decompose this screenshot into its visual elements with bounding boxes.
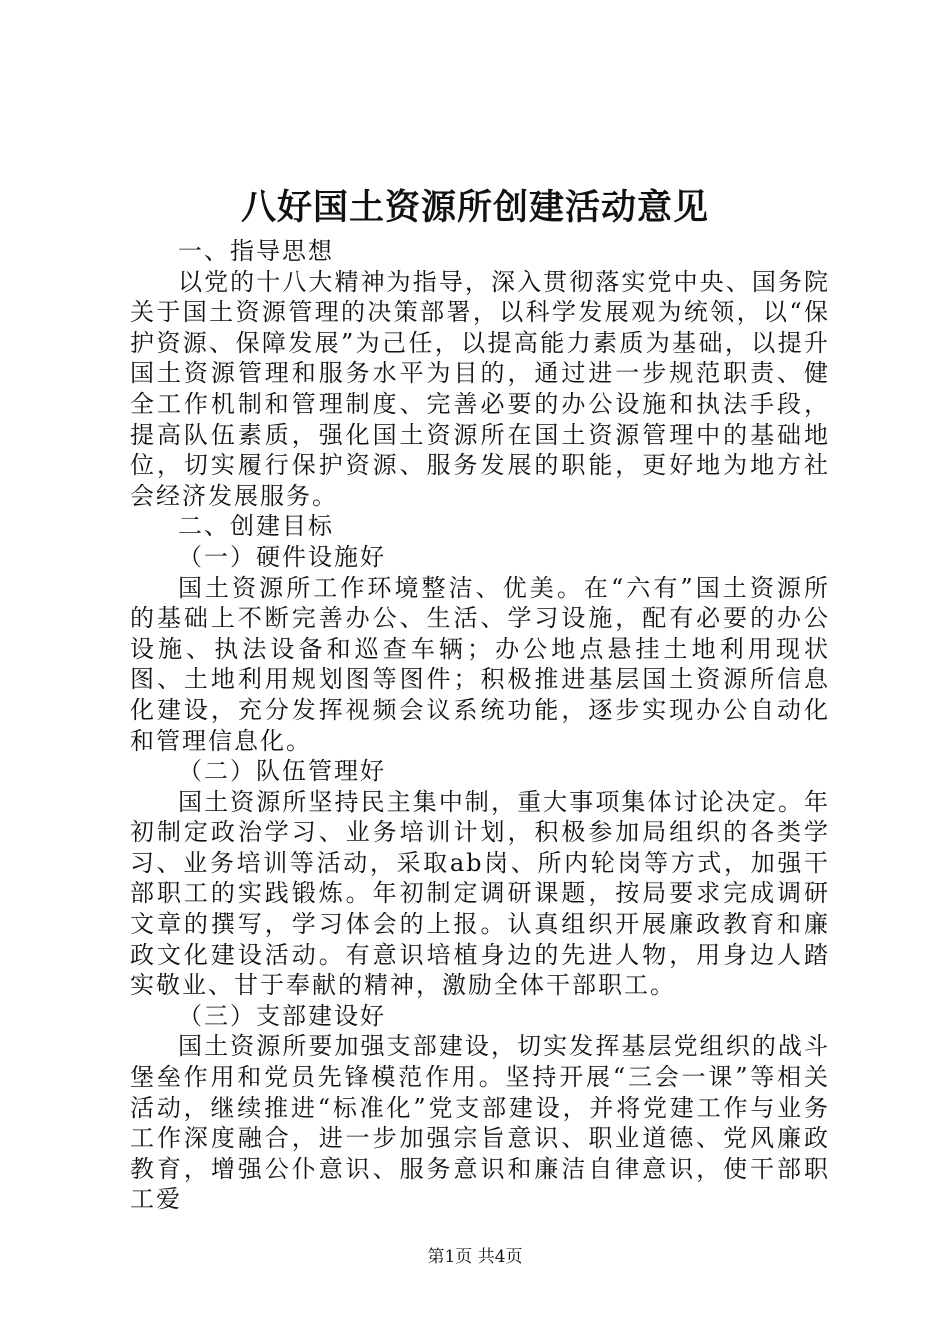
paragraph-guiding-ideology: 以党的十八大精神为指导，深入贯彻落实党中央、国务院关于国土资源管理的决策部署，以科学发展观为统领，以“保护资源、保障发展”为己任，以提高能力素质为基础，以提升国土资源管理和服务水平为目的，通过进一步规范职责、健全工作机制和管理制度、完善必要的办公设施和执法手段，提高队伍素质，强化国土资源所在国土资源管理中的基础地位，切实履行保护资源、服务发展的职能，更好地为地方社会经济发展服务。 [130, 267, 830, 510]
page-footer: 第1页 共4页 [427, 1247, 523, 1267]
paragraph-hardware: 国土资源所工作环境整洁、优美。在“六有”国土资源所的基础上不断完善办公、生活、学习设施，配有必要的办公设施、执法设备和巡查车辆；办公地点悬挂土地利用现状图、土地利用规划图等图件；积极推进基层国土资源所信息化建设，充分发挥视频会议系统功能，逐步实现办公自动化和管理信息化。 [130, 573, 830, 755]
paragraph-team-management: 国土资源所坚持民主集中制，重大事项集体讨论决定。年初制定政治学习、业务培训计划，积极参加局组织的各类学习、业务培训等活动，采取ab岗、所内轮岗等方式，加强干部职工的实践锻炼。年初制定调研课题，按局要求完成调研文章的撰写，学习体会的上报。认真组织开展廉政教育和廉政文化建设活动。有意识培植身边的先进人物，用身边人踏实敬业、甘于奉献的精神，激励全体干部职工。 [130, 787, 830, 1000]
document-title: 八好国土资源所创建活动意见 [240, 187, 709, 228]
document-body [130, 236, 830, 1215]
subheading-hardware: （一）硬件设施好 [178, 542, 386, 571]
paragraph-branch-building: 国土资源所要加强支部建设，切实发挥基层党组织的战斗堡垒作用和党员先锋模范作用。坚持开展“三会一课”等相关活动，继续推进“标准化”党支部建设，并将党建工作与业务工作深度融合，进一步加强宗旨意识、职业道德、党风廉政教育，增强公仆意识、服务意识和廉洁自律意识，使干部职工爱 [130, 1032, 830, 1214]
section-heading-guiding-ideology: 一、指导思想 [178, 237, 334, 265]
subheading-branch-building: （三）支部建设好 [178, 1001, 386, 1030]
subheading-team-management: （二）队伍管理好 [178, 757, 386, 786]
section-heading-goals: 二、创建目标 [178, 512, 334, 541]
